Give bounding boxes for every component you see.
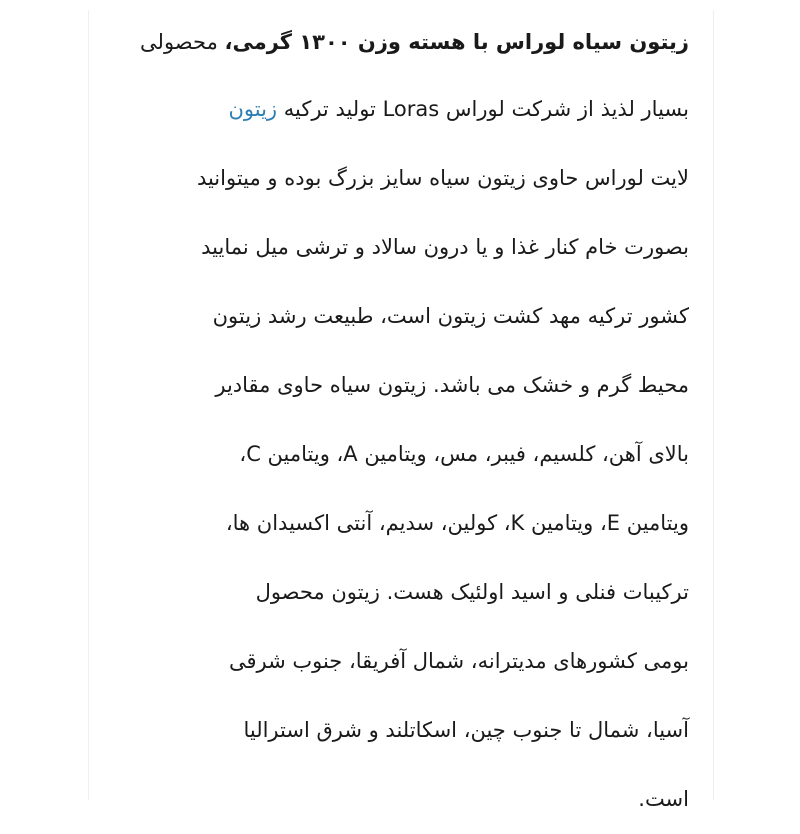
- article-line-4: بصورت خام کنار غذا و یا درون سالاد و ترشی میل نمایید: [201, 235, 689, 259]
- olive-link[interactable]: زیتون: [228, 97, 278, 121]
- article-line-2: [99, 75, 689, 144]
- article-line-1: [99, 10, 689, 75]
- article-line-10: بومی کشورهای مدیترانه، شمال آفریقا، جنوب شرقی: [228, 649, 689, 673]
- article-line-2-start: بسیار لذیذ از شرکت لوراس: [445, 97, 689, 121]
- article-body: [99, 10, 689, 834]
- article-title: زیتون سیاه لوراس با هسته وزن ۱۳۰۰ گرمی،: [224, 30, 689, 54]
- cut-off-next-line: [60, 792, 740, 800]
- article-line-3: لایت لوراس حاوی زیتون سیاه سایز بزرگ بوده و میتوانید: [196, 166, 689, 190]
- article-card: [88, 10, 714, 811]
- article-line-5: کشور ترکیه مهد کشت زیتون است، طبیعت رشد زیتون: [212, 304, 689, 328]
- cut-off-text-fragment: [60, 792, 740, 800]
- brand-name: Loras: [382, 97, 440, 121]
- article-line-8: ویتامین E، ویتامین K، کولین، سدیم، آنتی اکسیدان ها،: [225, 511, 689, 535]
- article-line-6: محیط گرم و خشک می باشد. زیتون سیاه حاوی مقادیر: [215, 373, 689, 397]
- article-line-9: ترکیبات فنلی و اسید اولئیک هست. زیتون محصول: [255, 580, 689, 604]
- article-line-7: بالای آهن، کلسیم، فیبر، مس، ویتامین A، ویتامین C،: [239, 442, 689, 466]
- article-line-2-middle: تولید ترکیه: [283, 97, 376, 121]
- article-line-12: است.: [638, 787, 689, 811]
- article-line-11: آسیا، شمال تا جنوب چین، اسکاتلند و شرق استرالیا: [243, 718, 689, 742]
- article-line-1-rest: محصولی: [140, 30, 218, 54]
